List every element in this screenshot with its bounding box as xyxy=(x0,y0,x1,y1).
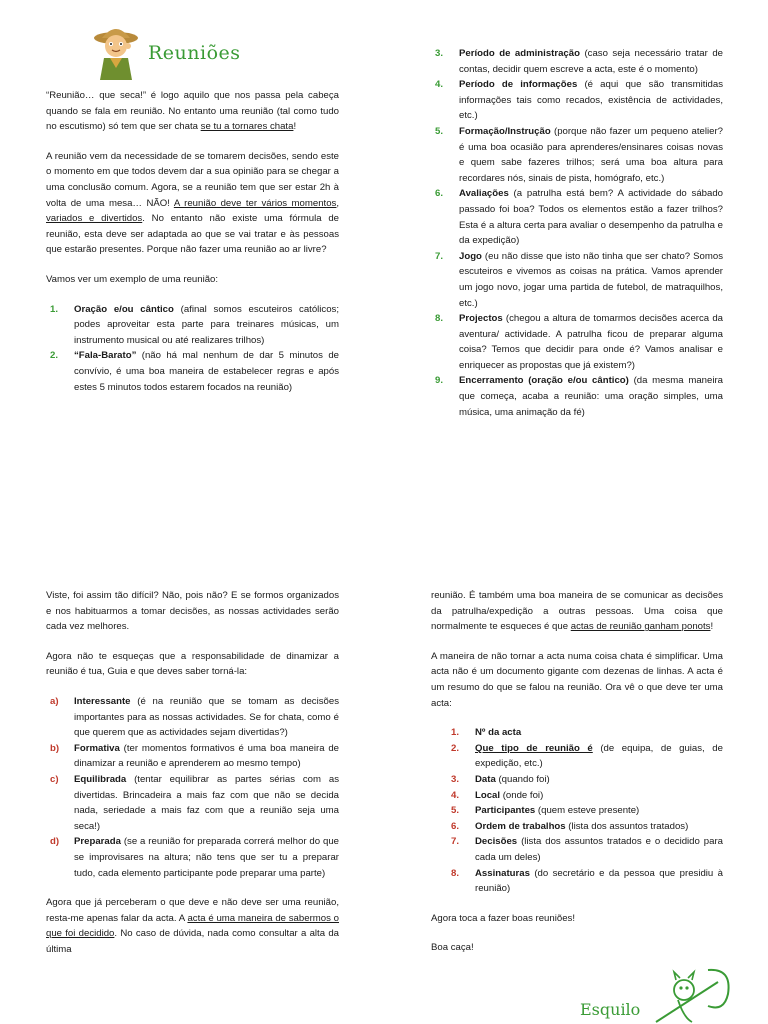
list-item-text: (de equipa, de guias, de expedição, etc.) xyxy=(475,742,723,770)
list-item-title: Período de administração xyxy=(459,48,580,59)
list-item-text: (não há mal nenhum de dar 5 minutos de convívio, é uma boa maneira de estabelecer regras e após estes 5 minutos todos estarem focados na reunião) xyxy=(74,350,339,393)
list-item-text: (caso seja necessário tratar de contas, decidir quem escreve a acta, este é o momento) xyxy=(459,48,723,75)
list-item-title: Que tipo de reunião é xyxy=(475,742,593,754)
list-item xyxy=(447,834,723,865)
list-number: 7. xyxy=(435,250,444,262)
list-item-title: Ordem de trabalhos xyxy=(475,820,566,832)
intro-paragraph: Vamos ver um exemplo de uma reunião: xyxy=(46,273,219,285)
list-item xyxy=(46,694,339,741)
esquilo-logo xyxy=(572,962,742,1024)
intro-paragraph xyxy=(46,149,339,258)
page-header xyxy=(88,24,248,84)
list-item xyxy=(46,348,339,395)
list-number: 2. xyxy=(50,350,59,362)
list-item xyxy=(447,866,723,897)
qualities-list xyxy=(46,694,339,881)
intro-text: “Reunião… que seca!” é logo aquilo que nos passa pela cabeça quando se fala em reunião. No entanto uma reunião (tal como tudo no escutismo) só tem que ser chata xyxy=(46,90,339,133)
list-item-text: (lista dos assuntos tratados e o decidido para cada um deles) xyxy=(475,836,723,863)
list-letter: d) xyxy=(50,836,60,848)
list-item-title: Local xyxy=(475,789,501,801)
list-item xyxy=(447,741,723,772)
acta-underline: actas de reunião ganham ponots xyxy=(570,621,711,633)
list-item-text: (lista dos assuntos tratados) xyxy=(565,820,689,832)
body-paragraph: Agora não te esqueças que a responsabilidade de dinamizar a reunião é tua, Guia e que deves saber torná-la: xyxy=(46,650,339,678)
list-item-title: Projectos xyxy=(459,313,503,325)
list-item-title: Jogo xyxy=(459,250,482,262)
list-item-text: (a patrulha está bem? A actividade do sábado passado foi boa? Todos os elementos estão a fazer trilhos? Esta é a altura certa para avaliar o desempenho da patrulha e da expedição) xyxy=(459,188,723,247)
closing-line: Boa caça! xyxy=(431,942,474,954)
intro-underline: se tu a tornares chata xyxy=(200,121,294,133)
list-item-text: (quem esteve presente) xyxy=(535,805,640,817)
list-item xyxy=(447,725,723,741)
acta-items-list xyxy=(447,725,723,897)
intro-paragraph xyxy=(46,88,339,135)
list-item xyxy=(431,77,723,124)
list-item-text: (porque não fazer um pequeno atelier? é uma boa ocasião para aprenderes/ensinares coisas novas e quem sabe fazeres trilhos; será uma boa altura para recordares nós, sinais de pista, homógrafo, etc.) xyxy=(459,125,723,184)
list-item-text: (é aqui que são transmitidas informações tais como recados, existência de actividades, etc.) xyxy=(459,79,723,122)
acta-text: Agora que já perceberam o que deve e não deve ser uma reunião, resta-me apenas falar da acta. A xyxy=(46,897,339,924)
list-number: 5. xyxy=(435,125,444,137)
list-item-title: Encerramento (oração e/ou cântico) xyxy=(459,375,629,387)
list-item-text: (afinal somos escuteiros católicos; podes aproveitar esta parte para treinares músicas, um instrumento musical ou até realizares trilhos) xyxy=(74,303,340,346)
list-number: 1. xyxy=(50,303,59,315)
list-item xyxy=(46,834,339,881)
list-item-title: Oração e/ou cântico xyxy=(74,303,174,315)
list-item-title: Decisões xyxy=(475,836,518,848)
acta-paragraph xyxy=(46,895,339,957)
list-item-title: Interessante xyxy=(74,695,131,707)
closing-line: Agora toca a fazer boas reuniões! xyxy=(431,912,575,924)
list-item-title: Formativa xyxy=(74,742,120,754)
list-number: 2. xyxy=(451,742,460,754)
list-item-text: (chegou a altura de tomarmos decisões acerca da aventura/ actividade. A patrulha ficou de preparar alguma coisa? Temos que decidir para onde é? Vamos analisar e enriquecer as propostas que já existem?) xyxy=(459,313,723,371)
list-item-title: Avaliações xyxy=(459,188,509,200)
acta-paragraph: A maneira de não tornar a acta numa coisa chata é simplificar. Uma acta não é um documento gigante com dezenas de linhas. A acta é um resumo do que se falou na reunião. Ora vê o que deve ter uma acta: xyxy=(431,650,723,709)
list-item xyxy=(447,788,723,804)
list-number: 8. xyxy=(451,867,460,879)
list-item xyxy=(431,311,723,373)
list-item-text: (da mesma maneira que começa, acaba a reunião: uma oração simples, uma música, uma animação da fé) xyxy=(459,375,723,418)
list-number: 5. xyxy=(451,805,460,817)
list-item-text: (do secretário e da pessoa que presidiu à reunião) xyxy=(475,867,723,895)
logo-text: Esquilo xyxy=(580,1000,641,1019)
list-item xyxy=(447,819,723,835)
page-title: Reuniões xyxy=(148,42,241,64)
steps-list-part1 xyxy=(46,302,339,396)
list-item-title: Formação/Instrução xyxy=(459,125,551,137)
acta-column xyxy=(431,588,723,970)
list-number: 8. xyxy=(435,313,444,325)
acta-text: ! xyxy=(710,621,714,633)
acta-underline: acta é uma maneira de sabermos o que foi decidido xyxy=(46,912,339,940)
list-item-text: (é na reunião que se tomam as decisões importantes para as nossas actividades. Se for chata, como é que querem que as actividades sejam divertidas?) xyxy=(74,695,339,739)
list-number: 4. xyxy=(435,79,444,91)
list-number: 9. xyxy=(435,375,444,387)
list-item-text: (tentar equilibrar as partes sérias com as divertidas. Brincadeira a mais faz com que não se decida nada, seriedade a mais faz com que a reunião seja uma seca!) xyxy=(74,773,339,832)
list-number: 1. xyxy=(451,727,460,739)
list-number: 3. xyxy=(435,48,444,59)
list-letter: c) xyxy=(50,773,59,785)
list-item-title: Preparada xyxy=(74,836,121,848)
list-item xyxy=(46,772,339,834)
list-item xyxy=(431,46,723,77)
guide-column xyxy=(46,588,339,971)
list-item-text: (quando foi) xyxy=(495,773,550,785)
list-item-title: Nº da acta xyxy=(475,727,522,739)
list-item-title: Data xyxy=(475,773,496,785)
list-item-text: (ter momentos formativos é uma boa maneira de dinamizar a reunião e aprenderem ao mesmo tempo) xyxy=(74,742,339,770)
intro-text: A reunião vem da necessidade de se tomarem decisões, sendo este o momento em que todos devem dar a sua opinião para se chegar a uma conclusão comum. Agora, se a reunião tem que ser estar 2h à volta de uma mesa… NÃO! xyxy=(46,150,339,209)
list-item-text: (se a reunião for preparada correrá melhor do que se improvisares na altura; não tens que ser tu a preparar tudo, cada elemento participante pode preparar uma parte) xyxy=(74,836,339,879)
body-paragraph: Viste, foi assim tão difícil? Não, pois não? E se formos organizados e nos habituarmos a tomar decisões, as nossas actividades serão cada vez melhores. xyxy=(46,590,339,633)
list-number: 6. xyxy=(435,188,444,200)
list-item xyxy=(431,373,723,420)
list-number: 3. xyxy=(451,773,460,785)
steps-list-part2 xyxy=(431,46,723,420)
list-item xyxy=(431,186,723,248)
list-item xyxy=(447,772,723,788)
list-item-text: (eu não disse que isto não tinha que ser chato? Somos escuteiros e vivemos as coisas na prática. Vamos aprender um jogo novo, jogar uma partida de futebol, de matraquilhos, etc.) xyxy=(459,250,723,309)
steps-column xyxy=(431,46,723,434)
intro-column xyxy=(46,88,339,409)
list-item-title: Participantes xyxy=(475,805,536,817)
list-letter: b) xyxy=(50,742,60,754)
list-number: 4. xyxy=(451,789,460,801)
list-item xyxy=(447,803,723,819)
list-item xyxy=(431,249,723,311)
list-item-text: (onde foi) xyxy=(500,789,544,801)
intro-underline: A reunião deve ter vários momentos, variados e divertidos xyxy=(46,197,339,225)
list-item xyxy=(46,741,339,772)
acta-text: reunião. É também uma boa maneira de se comunicar as decisões da patrulha/expedição a outras pessoas. Uma coisa que normalmente te esqueces é que xyxy=(431,590,723,633)
list-item-title: “Fala-Barato” xyxy=(74,350,137,362)
intro-text: . No entanto não existe uma fórmula de reunião, esta deve ser adaptada ao que se vai tratar e às pessoas que estarão presentes. Porque não fazer uma reunião ao ar livre? xyxy=(46,213,339,256)
scout-mascot-icon xyxy=(88,24,146,82)
list-number: 7. xyxy=(451,836,460,848)
list-item-title: Assinaturas xyxy=(475,867,530,879)
intro-text: ! xyxy=(293,121,297,133)
acta-text: . No caso de dúvida, nada como consultar a alta da última xyxy=(46,928,339,955)
list-item-title: Equilibrada xyxy=(74,773,127,785)
squirrel-icon xyxy=(648,962,738,1024)
list-number: 6. xyxy=(451,820,460,832)
list-item xyxy=(46,302,339,349)
list-item-title: Período de informações xyxy=(459,79,578,91)
list-item xyxy=(431,124,723,186)
acta-paragraph xyxy=(431,588,723,635)
list-letter: a) xyxy=(50,695,59,707)
